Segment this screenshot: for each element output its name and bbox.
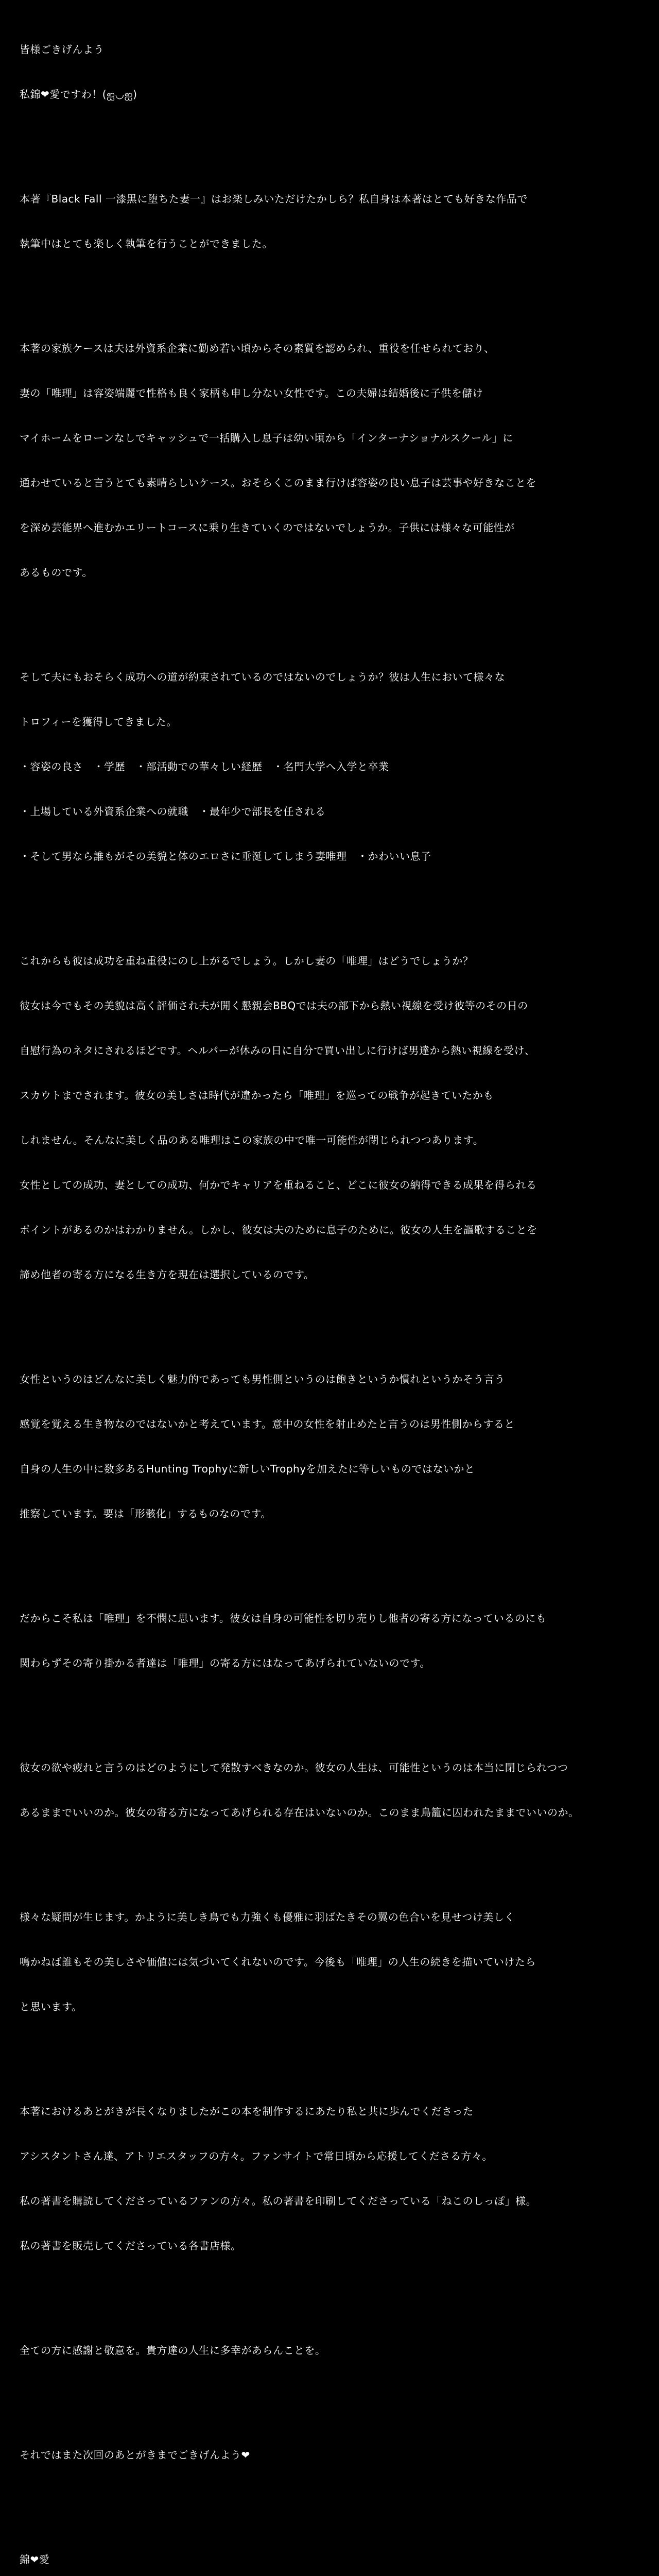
paragraph-gap bbox=[20, 2388, 643, 2403]
paragraph-4-line: しれません。そんなに美しく品のある唯理はこの家族の中で唯一可能性が閉じられつつあります。 bbox=[20, 1134, 484, 1146]
paragraph-8-line: と思います。 bbox=[20, 2001, 82, 2013]
paragraph-4-line: スカウトまでされます。彼女の美しさは時代が違かったら「唯理」を巡っての戦争が起きていたかも bbox=[20, 1089, 494, 1101]
paragraph-9-line: 私の著書を購読してくださっているファンの方々。私の著書を印刷してくださっている「ねこのしっぽ」様。 bbox=[20, 2195, 537, 2207]
paragraph-gap bbox=[20, 2493, 643, 2507]
paragraph-2-line: 本著の家族ケースは夫は外資系企業に勤め若い頃からその素質を認められ、重役を任せられており、 bbox=[20, 342, 495, 354]
trophy-list-item: ・上場している外資系企業への就職 ・最年少で部長を任される bbox=[20, 805, 326, 818]
paragraph-5-line: 自身の人生の中に数多あるHunting Trophyに新しいTrophyを加えたに等しいものではないかと bbox=[20, 1463, 475, 1475]
paragraph-11-closing: それではまた次回のあとがきまでごきげんよう❤ bbox=[20, 2449, 250, 2461]
paragraph-gap bbox=[20, 1551, 643, 1566]
paragraph-7-line: 彼女の欲や疲れと言うのはどのようにして発散すべきなのか。彼女の人生は、可能性というのは本当に閉じられつつ bbox=[20, 1761, 568, 1774]
trophy-list-item: ・そして男なら誰もがその美貌と体のエロさに垂涎してしまう妻唯理 ・かわいい息子 bbox=[20, 850, 431, 862]
paragraph-gap bbox=[20, 1701, 643, 1716]
paragraph-6-line: だからこそ私は「唯理」を不憫に思います。彼女は自身の可能性を切り売りし他者の寄る方になっているのにも bbox=[20, 1612, 547, 1624]
paragraph-4-line: ポイントがあるのかはわかりません。しかし、彼女は夫のために息子のために。彼女の人生を謳歌することを bbox=[20, 1224, 537, 1236]
paragraph-gap bbox=[20, 2044, 643, 2059]
paragraph-2-line: あるものです。 bbox=[20, 566, 93, 579]
paragraph-gap bbox=[20, 132, 643, 147]
paragraph-8-line: 様々な疑問が生じます。かように美しき鳥でも力強くも優雅に羽ばたきその翼の色合いを見せつけ美しく bbox=[20, 1911, 515, 1923]
paragraph-3-line: トロフィーを獲得してきました。 bbox=[20, 716, 177, 728]
paragraph-3-line: そして夫にもおそらく成功への道が約束されているのではないのでしょうか？彼は人生において様々な bbox=[20, 671, 505, 683]
trophy-list-item: ・容姿の良さ ・学歴 ・部活動での華々しい経歴 ・名門大学へ入学と卒業 bbox=[20, 760, 389, 773]
paragraph-gap bbox=[20, 610, 643, 625]
author-signature: 錦❤愛 bbox=[20, 2553, 50, 2566]
paragraph-2-line: 通わせていると言うとても素晴らしいケース。おそらくこのまま行けば容姿の良い息子は芸事や好きなことを bbox=[20, 477, 537, 489]
paragraph-6-line: 関わらずその寄り掛かる者達は「唯理」の寄る方にはなってあげられていないのです。 bbox=[20, 1657, 430, 1669]
paragraph-gap bbox=[20, 1312, 643, 1327]
paragraph-4-line: これからも彼は成功を重ね重役にのし上がるでしょう。しかし妻の「唯理」はどうでしょうか？ bbox=[20, 955, 474, 967]
paragraph-9-line: 私の著書を販売してくださっている各書店様。 bbox=[20, 2240, 241, 2252]
paragraph-gap bbox=[20, 2283, 643, 2298]
paragraph-4-line: 自慰行為のネタにされるほどです。ヘルパーが休みの日に自分で買い出しに行けば男達から熱い視線を受け、 bbox=[20, 1044, 535, 1057]
paragraph-5-line: 女性というのはどんなに美しく魅力的であっても男性側というのは飽きというか慣れというかそう言う bbox=[20, 1373, 505, 1385]
paragraph-7-line: あるままでいいのか。彼女の寄る方になってあげられる存在はいないのか。このまま鳥籠に囚われたままでいいのか。 bbox=[20, 1806, 579, 1819]
paragraph-5-line: 推察しています。要は「形骸化」するものなのです。 bbox=[20, 1507, 271, 1520]
paragraph-2-line: マイホームをローンなしでキャッシュで一括購入し息子は幼い頃から「インターナショナルスクール」に bbox=[20, 432, 513, 444]
paragraph-5-line: 感覚を覚える生き物なのではないかと考えています。意中の女性を射止めたと言うのは男性側からすると bbox=[20, 1418, 515, 1430]
paragraph-8-line: 鳴かねば誰もその美しさや価値には気づいてくれないのです。今後も「唯理」の人生の続きを描いていけたら bbox=[20, 1956, 536, 1968]
afterword-text bbox=[20, 12, 643, 2576]
paragraph-9-line: 本著におけるあとがきが長くなりましたがこの本を制作するにあたり私と共に歩んでくださった bbox=[20, 2105, 474, 2117]
paragraph-gap bbox=[20, 894, 643, 909]
paragraph-4-line: 諦め他者の寄る方になる生き方を現在は選択しているのです。 bbox=[20, 1268, 315, 1281]
paragraph-1-line: 執筆中はとても楽しく執筆を行うことができました。 bbox=[20, 238, 273, 250]
greeting-line-2: 私錦❤愛ですわ！(ஐ◡ஐ) bbox=[20, 88, 137, 100]
paragraph-9-line: アシスタントさん達、アトリエスタッフの方々。ファンサイトで常日頃から応援してくださる方々。 bbox=[20, 2150, 493, 2162]
paragraph-10: 全ての方に感謝と敬意を。貴方達の人生に多幸があらんことを。 bbox=[20, 2344, 326, 2357]
paragraph-2-line: を深め芸能界へ進むかエリートコースに乗り生きていくのではないでしょうか。子供には様々な可能性が bbox=[20, 521, 515, 534]
paragraph-gap bbox=[20, 281, 643, 296]
paragraph-4-line: 女性としての成功、妻としての成功、何かでキャリアを重ねること、どこに彼女の納得できる成果を得られる bbox=[20, 1179, 537, 1191]
greeting-line-1: 皆様ごきげんよう bbox=[20, 43, 104, 56]
paragraph-gap bbox=[20, 1850, 643, 1865]
paragraph-1-line: 本著『Black Fall 一漆黒に堕ちた妻一』はお楽しみいただけたかしら？私自身は本著はとても好きな作品で bbox=[20, 193, 528, 205]
paragraph-4-line: 彼女は今でもその美貌は高く評価され夫が開く懇親会BBQでは夫の部下から熱い視線を受け彼等のその日の bbox=[20, 999, 528, 1012]
paragraph-2-line: 妻の「唯理」は容姿端麗で性格も良く家柄も申し分ない女性です。この夫婦は結婚後に子供を儲け bbox=[20, 387, 483, 399]
